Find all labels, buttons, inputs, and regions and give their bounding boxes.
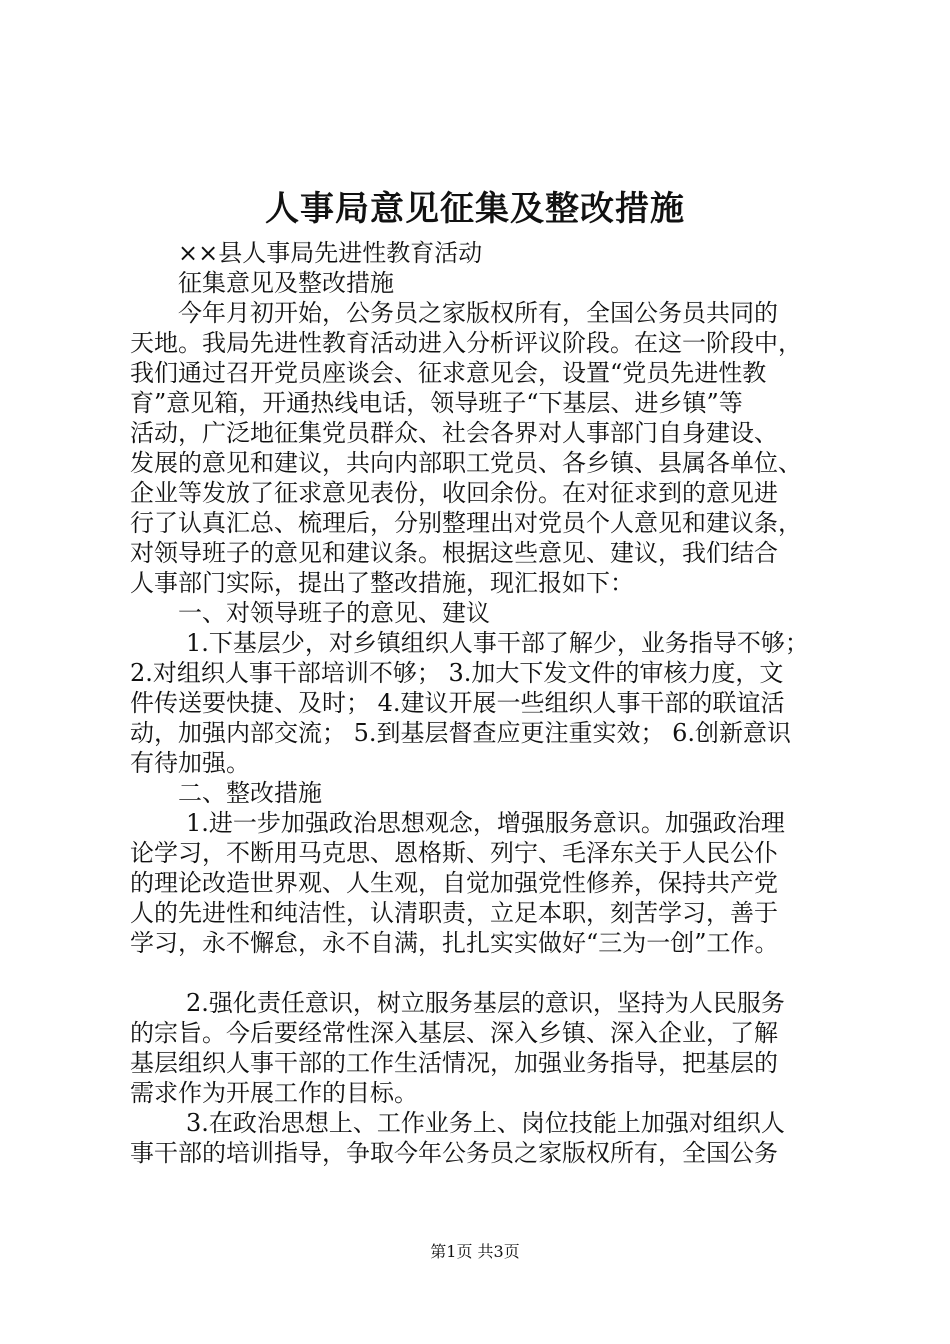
paragraph-line: 1.下基层少，对乡镇组织人事干部了解少，业务指导不够； [186,629,809,657]
paragraph-line: 有待加强。 [130,749,250,777]
paragraph-line: 2.对组织人事干部培训不够； 3.加大下发文件的审核力度，文 [130,659,784,687]
paragraph-line: 学习，永不懈怠，永不自满，扎扎实实做好“三为一创”工作。 [130,929,779,957]
paragraph-line: 事干部的培训指导，争取今年公务员之家版权所有，全国公务 [130,1139,778,1167]
page-footer: 第1页 共3页 [430,1242,520,1261]
paragraph-line: 发展的意见和建议，共向内部职工党员、各乡镇、县属各单位、 [130,449,802,477]
paragraph-line: 1.进一步加强政治思想观念，增强服务意识。加强政治理 [186,809,785,837]
paragraph-line: 行了认真汇总、梳理后，分别整理出对党员个人意见和建议条， [130,509,802,537]
paragraph-line: 今年月初开始，公务员之家版权所有，全国公务员共同的 [178,299,778,327]
paragraph-line: 需求作为开展工作的目标。 [130,1079,418,1107]
paragraph-line: 论学习，不断用马克思、恩格斯、列宁、毛泽东关于人民公仆 [130,839,778,867]
paragraph-line: 活动，广泛地征集党员群众、社会各界对人事部门自身建设、 [130,419,778,447]
section-heading: 二、整改措施 [178,779,322,807]
paragraph-line: 件传送要快捷、及时； 4.建议开展一些组织人事干部的联谊活 [130,689,785,717]
paragraph-line: 我们通过召开党员座谈会、征求意见会，设置“党员先进性教 [130,359,767,387]
paragraph-gap [130,958,850,988]
paragraph-line: 的理论改造世界观、人生观，自觉加强党性修养，保持共产党 [130,869,778,897]
paragraph-line: 对领导班子的意见和建议条。根据这些意见、建议，我们结合 [130,539,778,567]
subtitle-line: 征集意见及整改措施 [178,269,394,297]
document-body [130,238,850,1168]
paragraph-line: 天地。我局先进性教育活动进入分析评议阶段。在这一阶段中， [130,329,802,357]
paragraph-line: 基层组织人事干部的工作生活情况，加强业务指导，把基层的 [130,1049,778,1077]
paragraph-line: 育”意见箱，开通热线电话，领导班子“下基层、进乡镇”等 [130,389,743,417]
paragraph-line: 人事部门实际，提出了整改措施，现汇报如下： [130,569,634,597]
document-title: 人事局意见征集及整改措施 [265,189,685,229]
paragraph-line: 动，加强内部交流； 5.到基层督查应更注重实效； 6.创新意识 [130,719,792,747]
paragraph-line: 2.强化责任意识，树立服务基层的意识，坚持为人民服务 [186,989,785,1017]
subtitle-line: ××县人事局先进性教育活动 [178,239,483,267]
section-heading: 一、对领导班子的意见、建议 [178,599,490,627]
paragraph-line: 企业等发放了征求意见表份，收回余份。在对征求到的意见进 [130,479,778,507]
paragraph-line: 人的先进性和纯洁性，认清职责，立足本职，刻苦学习，善于 [130,899,778,927]
paragraph-line: 3.在政治思想上、工作业务上、岗位技能上加强对组织人 [186,1109,785,1137]
paragraph-line: 的宗旨。今后要经常性深入基层、深入乡镇、深入企业，了解 [130,1019,778,1047]
